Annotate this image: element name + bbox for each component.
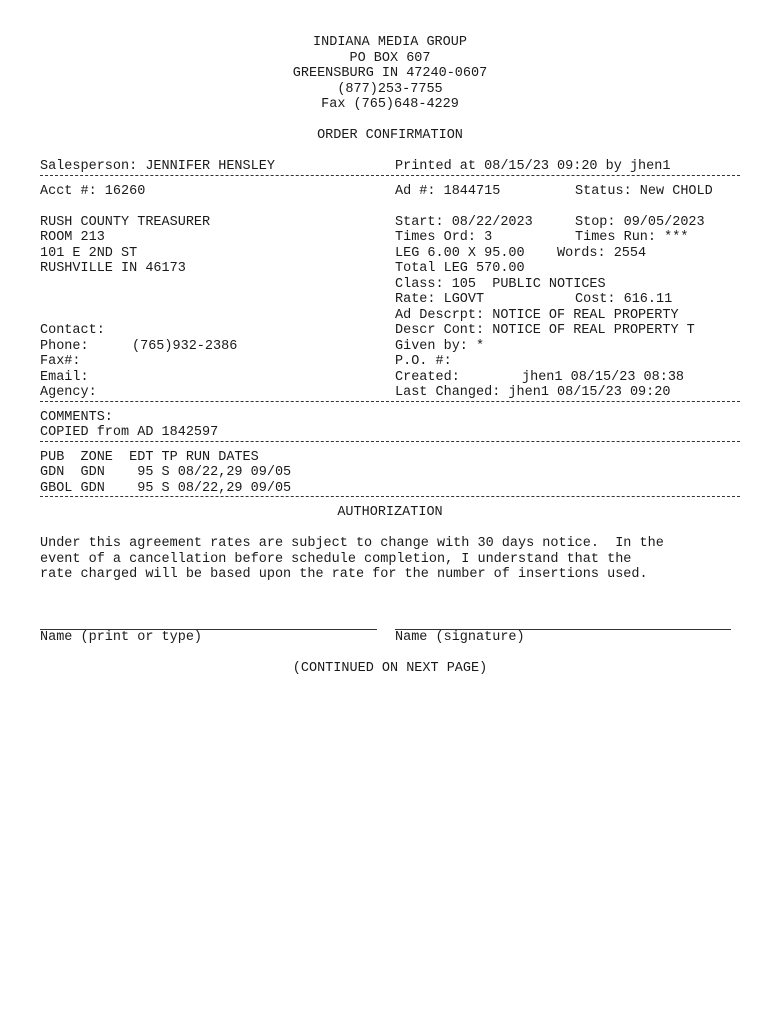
account-row (40, 184, 740, 200)
runs-header: PUB ZONE EDT TP RUN DATES (40, 449, 259, 465)
cost: Cost: 616.11 (575, 292, 673, 307)
ad-class: Class: 105 PUBLIC NOTICES (395, 276, 606, 292)
created-label: Created: (395, 369, 460, 385)
customer-room: ROOM 213 (40, 230, 105, 245)
signature-lines (40, 614, 740, 630)
company-name: INDIANA MEDIA GROUP (313, 35, 467, 50)
company-city: GREENSBURG IN 47240-0607 (292, 66, 488, 81)
po-box: PO BOX 607 (349, 50, 431, 66)
given-by: Given by: * (395, 338, 485, 354)
run-row: GBOL GDN 95 S 08/22,29 09/05 (40, 480, 292, 496)
run-row: GDN GDN 95 S 08/22,29 09/05 (40, 465, 292, 480)
email-label: Email: (40, 369, 89, 385)
leg-size: LEG 6.00 X 95.00 (395, 245, 525, 261)
phone-label: Phone: (40, 338, 89, 354)
start-date: Start: 08/22/2023 (395, 214, 533, 230)
ad-description: Ad Descrpt: NOTICE OF REAL PROPERTY (395, 307, 679, 323)
printed-info: Printed at 08/15/23 09:20 by jhen1 (395, 159, 671, 174)
created-value: jhen1 08/15/23 08:38 (522, 369, 685, 385)
account-number: Acct #: 16260 (40, 183, 146, 199)
customer-street: 101 E 2ND ST (40, 245, 138, 261)
company-fax: Fax (765)648-4229 (321, 97, 459, 112)
letterhead (40, 35, 740, 113)
times-ordered: Times Ord: 3 (395, 230, 493, 245)
last-changed: Last Changed: jhen1 08/15/23 09:20 (395, 385, 671, 400)
comments-text: COPIED from AD 1842597 (40, 425, 219, 440)
authorization-text: event of a cancellation before schedule completion, I understand that the (40, 551, 632, 567)
times-run: Times Run: *** (575, 230, 689, 245)
continued-notice: (CONTINUED ON NEXT PAGE) (292, 660, 488, 676)
contact-label: Contact: (40, 323, 105, 338)
company-phone: (877)253-7755 (337, 81, 443, 97)
stop-date: Stop: 09/05/2023 (575, 214, 705, 230)
customer-city: RUSHVILLE IN 46173 (40, 261, 186, 276)
print-name-label: Name (print or type) (40, 629, 203, 645)
salesperson-row (40, 159, 740, 175)
status: Status: New CHOLD (575, 183, 713, 199)
signature-label: Name (signature) (395, 629, 525, 645)
total-leg: Total LEG 570.00 (395, 261, 525, 276)
description-continued: Descr Cont: NOTICE OF REAL PROPERTY T (395, 323, 695, 338)
phone-value: (765)932-2386 (132, 338, 238, 354)
authorization-text: Under this agreement rates are subject to change with 30 days notice. In the (40, 536, 664, 551)
agency-label: Agency: (40, 385, 97, 400)
salesperson: Salesperson: JENNIFER HENSLEY (40, 159, 275, 174)
authorization-text: rate charged will be based upon the rate for the number of insertions used. (40, 567, 648, 582)
word-count: Words: 2554 (557, 245, 647, 261)
customer-name: RUSH COUNTY TREASURER (40, 214, 211, 230)
rate: Rate: LGOVT (395, 292, 485, 307)
fax-label: Fax#: (40, 354, 81, 369)
ad-number: Ad #: 1844715 (395, 183, 501, 199)
comments-label: COMMENTS: (40, 409, 113, 425)
document-title: ORDER CONFIRMATION (317, 128, 463, 143)
order-confirmation-page (40, 35, 740, 676)
po-number: P.O. #: (395, 354, 452, 369)
authorization-title: AUTHORIZATION (337, 505, 443, 520)
